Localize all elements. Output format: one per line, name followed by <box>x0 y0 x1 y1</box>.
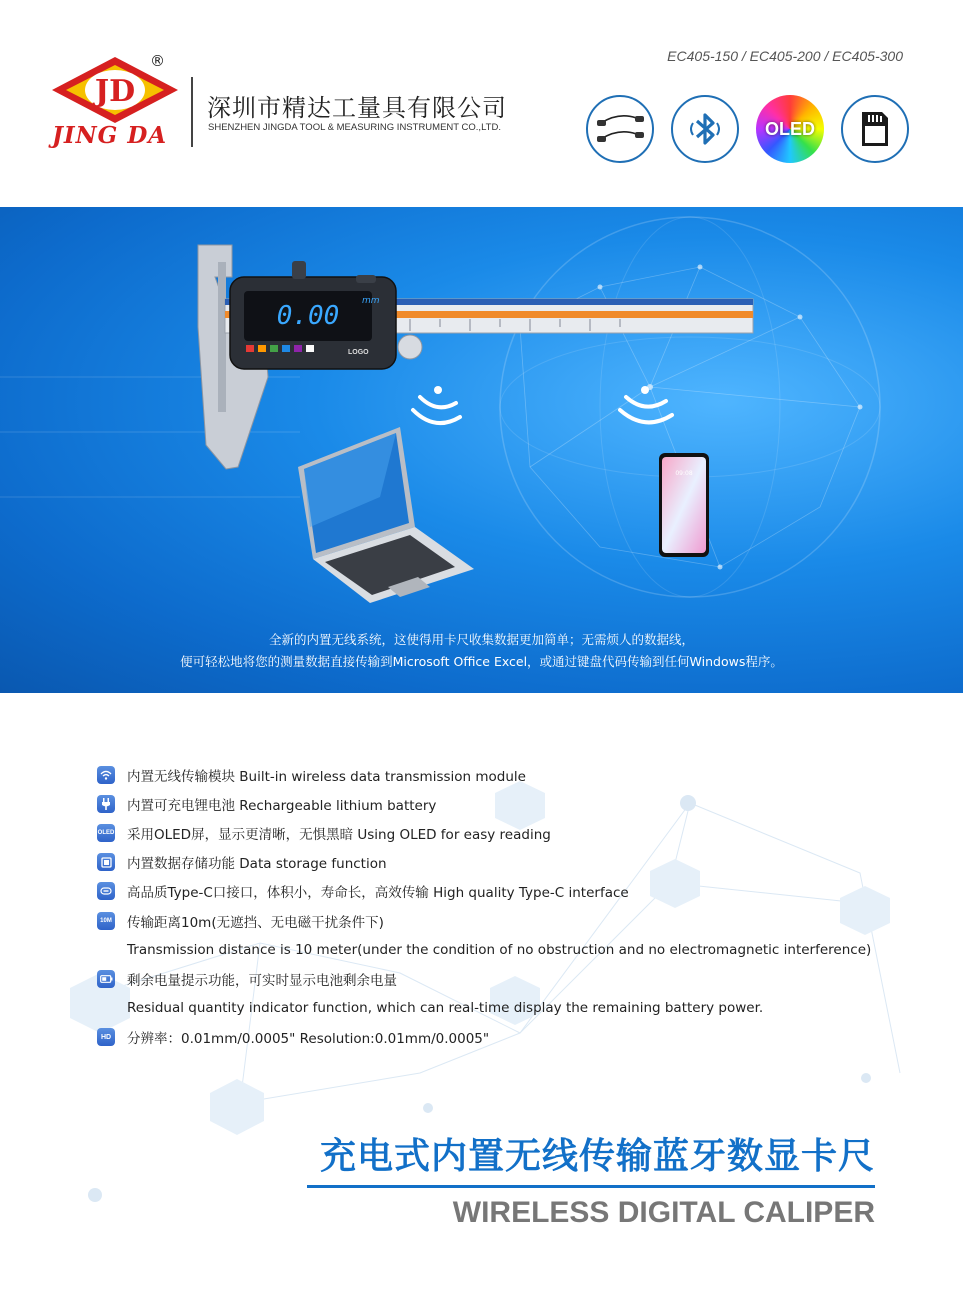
feature-text: 内置可充电锂电池 Rechargeable lithium battery <box>127 797 437 814</box>
company-name-cn: 深圳市精达工量具有限公司 <box>207 94 507 122</box>
feature-text: 内置数据存储功能 Data storage function <box>127 856 387 873</box>
feature-item <box>97 848 917 877</box>
header-divider <box>191 77 193 147</box>
distance-tag-icon: 10M <box>97 912 115 930</box>
wifi-icon <box>97 766 115 784</box>
feature-text: 分辨率：0.01mm/0.0005" Resolution:0.01mm/0.0005" <box>127 1031 490 1048</box>
sd-card-icon <box>841 95 909 163</box>
feature-item <box>97 789 917 818</box>
plug-icon <box>97 795 115 813</box>
feature-item <box>97 1023 917 1052</box>
feature-item <box>97 818 917 847</box>
svg-text:JD: JD <box>94 74 136 109</box>
feature-text: 采用OLED屏，显示更清晰，无惧黑暗 Using OLED for easy reading <box>127 826 551 843</box>
feature-text: 内置无线传输模块 Built-in wireless data transmission module <box>127 768 526 785</box>
phone-time: 09:08 <box>675 470 693 477</box>
product-title-en: WIRELESS DIGITAL CALIPER <box>452 1196 875 1229</box>
hd-tag-icon: HD <box>97 1028 115 1046</box>
banner-caption-line1: 全新的内置无线系统，这使得用卡尺收集数据更加简单；无需烦人的数据线， <box>268 632 694 647</box>
feature-text: Residual quantity indicator function, which can real-time display the remaining battery power. <box>127 1000 764 1017</box>
caliper-logo: LOGO <box>348 349 369 356</box>
caliper-reading: 0.00 <box>276 301 340 331</box>
feature-text: 高品质Type-C口接口，体积小，寿命长，高效传输 High quality Type-C interface <box>127 885 629 902</box>
feature-list <box>97 760 917 1052</box>
product-title-cn: 充电式内置无线传输蓝牙数显卡尺 <box>319 1136 875 1177</box>
hero-banner <box>0 207 963 693</box>
wifi-signal-right <box>620 386 672 422</box>
oled-icon: OLED <box>756 95 824 163</box>
title-underline <box>307 1185 875 1188</box>
bluetooth-icon <box>671 95 739 163</box>
feature-text: 传输距离10m(无遮挡、无电磁干扰条件下) <box>127 914 384 931</box>
feature-text: 剩余电量提示功能，可实时显示电池剩余电量 <box>127 972 397 989</box>
feature-icon-row <box>586 95 909 163</box>
type-c-port-icon <box>97 882 115 900</box>
company-name-en: SHENZHEN JINGDA TOOL & MEASURING INSTRUMENT CO.,LTD. <box>208 122 501 133</box>
feature-item <box>97 760 917 789</box>
banner-graphics <box>0 207 963 693</box>
feature-item <box>97 964 917 993</box>
smartphone-illustration <box>659 453 709 557</box>
caliper-unit: mm <box>362 296 380 306</box>
type-c-cable-icon <box>586 95 654 163</box>
wifi-signal-left <box>413 386 460 423</box>
feature-item <box>97 906 917 935</box>
storage-icon <box>97 853 115 871</box>
feature-item-continued <box>97 994 917 1023</box>
feature-item-continued <box>97 935 917 964</box>
laptop-illustration <box>298 427 474 603</box>
registered-mark: ® <box>150 52 165 70</box>
feature-item <box>97 877 917 906</box>
banner-caption-line2: 便可轻松地将您的测量数据直接传输到Microsoft Office Excel，或通过键盘代码传输到任何Windows程序。 <box>180 654 783 669</box>
battery-icon <box>97 970 115 988</box>
logo-brand-text: JING DA <box>52 122 168 149</box>
feature-text: Transmission distance is 10 meter(under the condition of no obstruction and no electromagnetic interference) <box>127 941 872 958</box>
model-numbers: EC405-150 / EC405-200 / EC405-300 <box>667 48 903 64</box>
oled-tag-icon: OLED <box>97 824 115 842</box>
